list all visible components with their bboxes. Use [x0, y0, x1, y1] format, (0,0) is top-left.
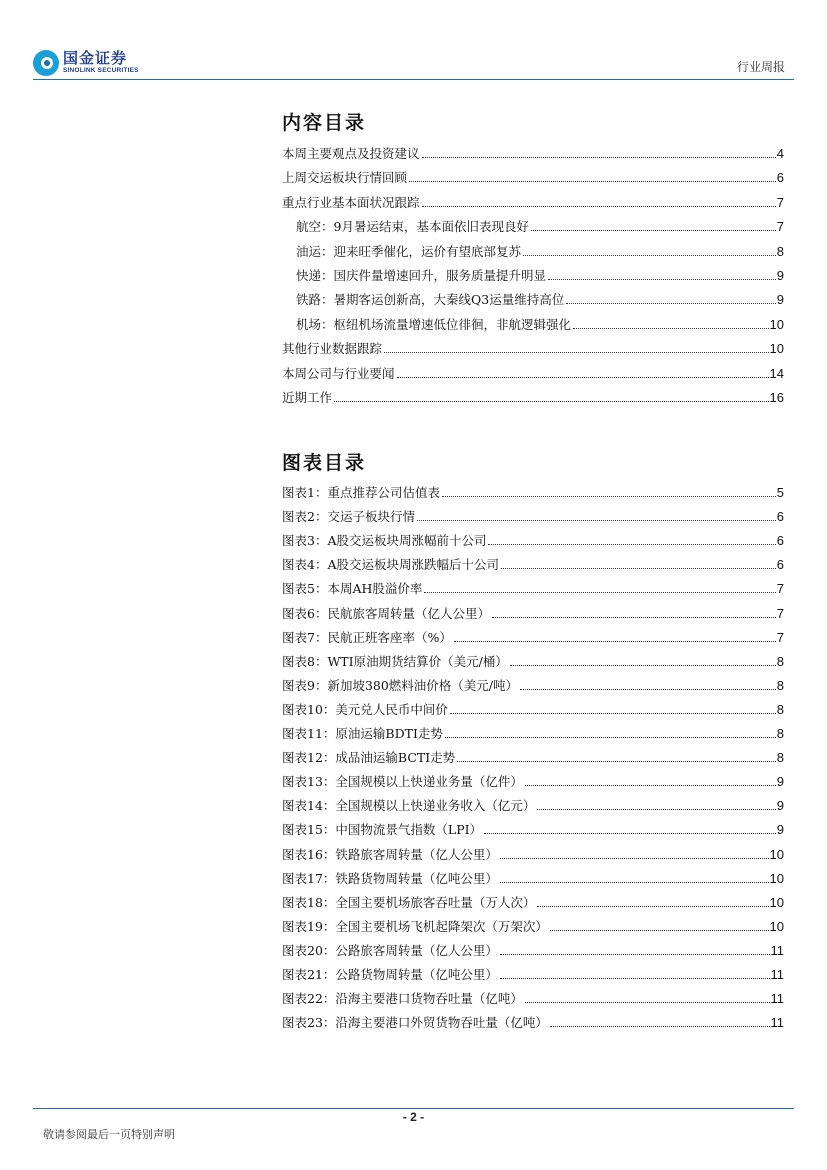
dot-leader: [510, 665, 776, 666]
dot-leader: [501, 568, 776, 569]
dot-leader: [450, 713, 776, 714]
figure-entry-page: 8: [776, 653, 784, 669]
contents-entry-page: 7: [776, 219, 784, 235]
contents-entry[interactable]: [282, 168, 784, 186]
figure-entry-label: 图表21：公路货物周转量（亿吨公里）: [282, 967, 498, 982]
figure-entry-label: 图表8：WTI原油期货结算价（美元/桶）: [282, 653, 508, 669]
contents-entry-page: 14: [769, 365, 784, 381]
dot-leader: [424, 592, 775, 593]
dot-leader: [550, 930, 769, 931]
contents-entry-label: 快递：国庆件量增速回升，服务质量提升明显: [296, 268, 547, 283]
figure-entry-label: 图表10：美元兑人民币中间价: [282, 701, 448, 717]
contents-entry[interactable]: [282, 193, 784, 211]
figure-entry-page: 11: [770, 1015, 784, 1031]
figure-entry-label: 图表13：全国规模以上快递业务量（亿件）: [282, 774, 523, 790]
figure-entry-page: 6: [776, 509, 784, 525]
figure-entry[interactable]: [282, 820, 784, 838]
figure-entry[interactable]: [282, 652, 784, 670]
contents-entry-page: 4: [776, 146, 784, 161]
figure-entry-page: 6: [776, 533, 784, 549]
figure-entry-page: 11: [770, 991, 784, 1007]
figure-entry[interactable]: [282, 989, 784, 1007]
contents-entry-page: 10: [769, 316, 784, 332]
figures-title: 图表目录: [282, 452, 367, 474]
sinolink-logo-icon: [33, 50, 59, 76]
dot-leader: [523, 255, 776, 256]
figure-entry-page: 10: [769, 894, 784, 910]
figure-entry-page: 8: [776, 701, 784, 717]
dot-leader: [484, 833, 776, 834]
figure-entry-label: 图表22：沿海主要港口货物吞吐量（亿吨）: [282, 991, 523, 1007]
figure-entry-label: 图表1：重点推荐公司估值表: [282, 485, 440, 500]
figure-entry-label: 图表2：交运子板块行情: [282, 509, 415, 525]
figure-entry-label: 图表3：A股交运板块周涨幅前十公司: [282, 533, 487, 549]
contents-entry-page: 6: [776, 170, 784, 186]
figure-entry-page: 11: [770, 967, 784, 982]
contents-entry-label: 油运：迎来旺季催化，运价有望底部复苏: [296, 243, 522, 259]
figure-entry-label: 图表23：沿海主要港口外贸货物吞吐量（亿吨）: [282, 1015, 548, 1031]
figure-entry[interactable]: [282, 579, 784, 597]
figure-entry-page: 7: [776, 629, 784, 645]
figure-entry[interactable]: [282, 724, 784, 742]
dot-leader: [422, 157, 776, 158]
contents-entry[interactable]: [282, 388, 784, 406]
report-type-label: 行业周报: [736, 60, 785, 74]
figure-entry[interactable]: [282, 748, 784, 766]
contents-entry-page: 9: [776, 292, 784, 308]
figure-entry[interactable]: [282, 772, 784, 790]
figure-entry-page: 5: [776, 485, 784, 500]
contents-entry[interactable]: [296, 290, 784, 308]
dot-leader: [500, 978, 770, 979]
figure-entry[interactable]: [282, 845, 784, 863]
contents-title: 内容目录: [282, 112, 367, 134]
contents-entry[interactable]: [296, 266, 784, 284]
dot-leader: [566, 303, 776, 304]
figure-entry-label: 图表16：铁路旅客周转量（亿人公里）: [282, 846, 498, 862]
figure-entry[interactable]: [282, 507, 784, 525]
figure-entry[interactable]: [282, 965, 784, 983]
figure-entry-label: 图表5：本周AH股溢价率: [282, 581, 423, 597]
figure-entry[interactable]: [282, 893, 784, 911]
dot-leader: [334, 401, 769, 402]
dot-leader: [500, 858, 769, 859]
figure-entry-label: 图表11：原油运输BDTI走势: [282, 726, 443, 741]
figure-entry-page: 7: [776, 605, 784, 621]
contents-entry-label: 本周主要观点及投资建议: [282, 146, 420, 161]
figure-entry-page: 11: [770, 942, 784, 958]
dot-leader: [520, 689, 776, 690]
dot-leader: [573, 328, 769, 329]
dot-leader: [492, 617, 776, 618]
contents-entry-page: 16: [769, 390, 784, 405]
figure-entry-page: 10: [769, 918, 784, 934]
contents-entry[interactable]: [296, 242, 784, 260]
figure-entry-label: 图表9：新加坡380燃料油价格（美元/吨）: [282, 677, 519, 693]
contents-entry-page: 9: [776, 268, 784, 283]
figure-entry-page: 10: [769, 870, 784, 886]
dot-leader: [442, 496, 776, 497]
figure-entry-label: 图表18：全国主要机场旅客吞吐量（万人次）: [282, 894, 536, 910]
dot-leader: [525, 785, 776, 786]
dot-leader: [445, 737, 776, 738]
contents-entry[interactable]: [282, 144, 784, 162]
header-divider: [33, 79, 794, 80]
figure-entry-page: 9: [776, 822, 784, 838]
dot-leader: [488, 544, 775, 545]
logo-chinese-name: 国金证券: [63, 49, 128, 68]
figure-entry-label: 图表7：民航正班客座率（%）: [282, 629, 452, 645]
figure-entry-label: 图表19：全国主要机场飞机起降架次（万架次）: [282, 918, 548, 934]
page-header: [0, 0, 827, 82]
contents-entry-label: 上周交运板块行情回顾: [282, 170, 408, 186]
contents-entry-page: 7: [776, 194, 784, 210]
figure-entry-label: 图表12：成品油运输BCTI走势: [282, 750, 456, 766]
dot-leader: [525, 1002, 770, 1003]
contents-entry[interactable]: [282, 364, 784, 382]
contents-entry[interactable]: [296, 217, 784, 235]
dot-leader: [422, 206, 776, 207]
dot-leader: [500, 954, 770, 955]
figure-entry-page: 8: [776, 750, 784, 766]
contents-entry-label: 铁路：暑期客运创新高，大秦线Q3运量维持高位: [296, 292, 565, 308]
contents-entry[interactable]: [296, 315, 784, 333]
contents-entry-label: 重点行业基本面状况跟踪: [282, 194, 420, 210]
figure-entry[interactable]: [282, 531, 784, 549]
dot-leader: [537, 906, 768, 907]
dot-leader: [409, 181, 776, 182]
figure-entry-page: 10: [769, 846, 784, 862]
figure-entry-page: 8: [776, 726, 784, 741]
contents-entry-label: 本周公司与行业要闻: [282, 365, 395, 381]
figure-entry-page: 9: [776, 774, 784, 790]
figure-entry[interactable]: [282, 869, 784, 887]
contents-entry-label: 其他行业数据跟踪: [282, 341, 383, 357]
figure-entry-page: 6: [776, 557, 784, 573]
dot-leader: [550, 1026, 770, 1027]
figure-entry-label: 图表15：中国物流景气指数（LPI）: [282, 822, 483, 838]
page-number: - 2 -: [402, 1110, 425, 1124]
figure-entry[interactable]: [282, 796, 784, 814]
figure-entry-label: 图表4：A股交运板块周涨跌幅后十公司: [282, 557, 499, 573]
contents-entry-page: 8: [776, 243, 784, 259]
figure-entry-page: 7: [776, 581, 784, 597]
figure-entry[interactable]: [282, 700, 784, 718]
figure-entry[interactable]: [282, 1013, 784, 1031]
figure-entry[interactable]: [282, 483, 784, 501]
figure-entry-label: 图表6：民航旅客周转量（亿人公里）: [282, 605, 490, 621]
dot-leader: [531, 230, 776, 231]
dot-leader: [500, 882, 769, 883]
dot-leader: [537, 809, 775, 810]
figure-entry[interactable]: [282, 941, 784, 959]
figure-entry-page: 9: [776, 798, 784, 814]
footer-divider: [33, 1108, 794, 1109]
figure-entry-page: 8: [776, 677, 784, 693]
figure-entry[interactable]: [282, 604, 784, 622]
contents-entry[interactable]: [282, 339, 784, 357]
dot-leader: [397, 377, 769, 378]
contents-entry-page: 10: [769, 341, 784, 357]
dot-leader: [454, 641, 776, 642]
dot-leader: [384, 352, 769, 353]
figure-entry-label: 图表14：全国规模以上快递业务收入（亿元）: [282, 798, 536, 814]
figure-entry-label: 图表20：公路旅客周转量（亿人公里）: [282, 942, 498, 958]
figure-entry[interactable]: [282, 628, 784, 646]
dot-leader: [457, 761, 776, 762]
figure-entry[interactable]: [282, 917, 784, 935]
contents-entry-label: 机场：枢纽机场流量增速低位徘徊，非航逻辑强化: [296, 316, 572, 332]
figure-entry[interactable]: [282, 676, 784, 694]
contents-entry-label: 航空：9月暑运结束，基本面依旧表现良好: [296, 219, 529, 235]
figure-entry[interactable]: [282, 555, 784, 573]
sinolink-logo: [33, 47, 139, 79]
contents-entry-label: 近期工作: [282, 390, 333, 405]
logo-english-name: SINOLINK SECURITIES: [63, 67, 139, 75]
figure-entry-label: 图表17：铁路货物周转量（亿吨公里）: [282, 870, 498, 886]
disclaimer-text: 敬请参阅最后一页特别声明: [43, 1128, 175, 1141]
dot-leader: [417, 520, 776, 521]
dot-leader: [548, 279, 776, 280]
